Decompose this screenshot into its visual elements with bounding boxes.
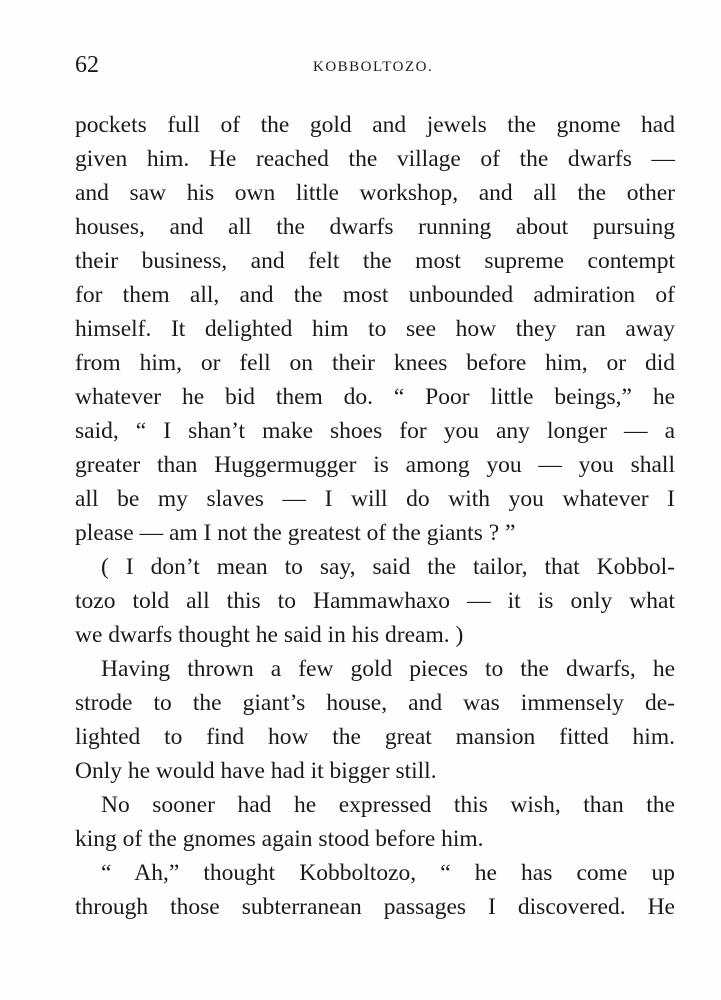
text-line: “ Ah,” thought Kobboltozo, “ he has come up <box>101 860 675 886</box>
text-line: whatever he bid them do. “ Poor little beings,” he <box>75 384 675 410</box>
running-title: KOBBOLTOZO. <box>313 59 434 75</box>
text-line: ( I don’t mean to say, said the tailor, that Kobbol- <box>101 554 675 580</box>
text-line: greater than Huggermugger is among you — you shall <box>75 452 675 478</box>
text-line: said, “ I shan’t make shoes for you any longer — a <box>75 418 675 444</box>
text-line: lighted to find how the great mansion fitted him. <box>75 724 675 750</box>
text-line: houses, and all the dwarfs running about pursuing <box>75 214 675 240</box>
text-line: himself. It delighted him to see how they ran away <box>75 316 675 342</box>
text-line: and saw his own little workshop, and all the other <box>75 180 675 206</box>
text-line: we dwarfs thought he said in his dream. ) <box>75 622 464 648</box>
text-line: through those subterranean passages I discovered. He <box>75 894 675 920</box>
text-line: Having thrown a few gold pieces to the dwarfs, he <box>101 656 675 682</box>
page-number: 62 <box>75 52 99 78</box>
text-line: king of the gnomes again stood before him. <box>75 826 484 852</box>
running-header <box>75 50 675 80</box>
text-line: pockets full of the gold and jewels the gnome had <box>75 112 675 138</box>
text-line: tozo told all this to Hammawhaxo — it is only what <box>75 588 675 614</box>
text-line: for them all, and the most unbounded admiration of <box>75 282 675 308</box>
text-line: from him, or fell on their knees before him, or did <box>75 350 675 376</box>
body-text <box>75 108 675 924</box>
text-line: No sooner had he expressed this wish, than the <box>101 792 675 818</box>
text-line: their business, and felt the most supreme contempt <box>75 248 675 274</box>
text-line: given him. He reached the village of the dwarfs — <box>75 146 675 172</box>
text-line: all be my slaves — I will do with you whatever I <box>75 486 675 512</box>
text-line: please — am I not the greatest of the giants ? ” <box>75 520 516 546</box>
text-line: strode to the giant’s house, and was immensely de- <box>75 690 675 716</box>
text-line: Only he would have had it bigger still. <box>75 758 437 784</box>
